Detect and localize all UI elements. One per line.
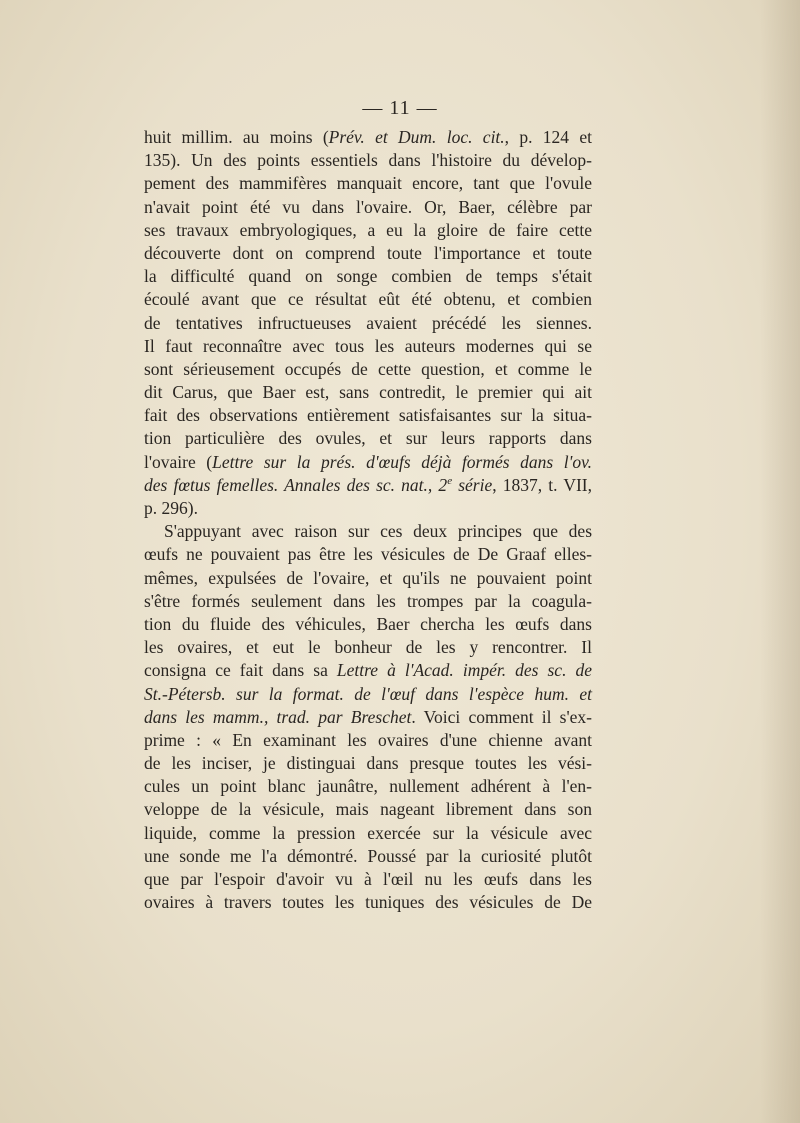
text-segment: . Voici comment il s'ex- — [411, 706, 592, 727]
text-segment: mêmes, expulsées de l'ovaire, et qu'ils ne pouvaient point — [144, 567, 592, 588]
text-segment: les ovaires, et eut le bonheur de les y rencontrer. Il — [144, 637, 592, 658]
text-segment: œufs ne pouvaient pas être les vésicules de De Graaf elles- — [144, 544, 592, 565]
text-line — [144, 451, 592, 474]
text-segment: , 1837, t. VII, — [492, 474, 593, 495]
italic-citation: série — [452, 474, 493, 495]
text-line — [144, 683, 592, 706]
text-line — [144, 752, 592, 775]
text-line — [144, 265, 592, 288]
italic-citation: dans les mamm., trad. par Breschet — [144, 706, 412, 727]
page-edge-shadow — [760, 0, 800, 1123]
text-line — [144, 404, 592, 427]
text-line — [144, 474, 592, 497]
text-line — [144, 659, 592, 682]
text-segment: de tentatives infructueuses avaient précédé les siennes. — [144, 312, 592, 333]
body-text — [144, 126, 592, 914]
text-line — [144, 335, 592, 358]
text-line — [144, 590, 592, 613]
text-line — [144, 822, 592, 845]
italic-citation: St.-Pétersb. sur la format. de l'œuf dans l'espèce hum. et — [144, 683, 592, 704]
text-segment: la difficulté quand on songe combien de temps s'était — [144, 266, 592, 287]
text-segment: prime : « En examinant les ovaires d'une chienne avant — [144, 729, 592, 750]
text-line — [144, 172, 592, 195]
text-line — [144, 126, 592, 149]
text-line — [144, 706, 592, 729]
text-segment: veloppe de la vésicule, mais nageant librement dans son — [144, 799, 592, 820]
text-segment: écoulé avant que ce résultat eût été obtenu, et combien — [144, 289, 592, 310]
text-line — [144, 427, 592, 450]
text-segment: une sonde me l'a démontré. Poussé par la curiosité plutôt — [144, 845, 592, 866]
text-segment: l'ovaire ( — [144, 451, 213, 472]
text-line — [144, 381, 592, 404]
italic-citation: Lettre sur la prés. d'œufs déjà formés dans l'ov. — [212, 451, 592, 472]
text-line — [144, 891, 592, 914]
text-segment: S'appuyant avec raison sur ces deux principes que des — [164, 521, 592, 542]
text-line — [144, 497, 592, 520]
italic-citation: Lettre à l'Acad. impér. des sc. de — [336, 660, 592, 681]
text-line — [144, 242, 592, 265]
text-line — [144, 543, 592, 566]
text-segment: 135). Un des points essentiels dans l'histoire du dévelop- — [144, 150, 592, 171]
text-line — [144, 288, 592, 311]
text-segment: ovaires à travers toutes les tuniques des vésicules de De — [144, 892, 592, 913]
text-line — [144, 636, 592, 659]
text-line — [144, 567, 592, 590]
text-segment: p. 296). — [144, 498, 198, 518]
text-line — [144, 312, 592, 335]
text-segment: Il faut reconnaître avec tous les auteurs modernes qui se — [144, 335, 592, 356]
text-segment: consigna ce fait dans sa — [144, 660, 337, 681]
text-segment: que par l'espoir d'avoir vu à l'œil nu les œufs dans les — [144, 869, 592, 889]
text-line — [144, 845, 592, 868]
text-line — [144, 196, 592, 219]
text-segment: huit millim. au moins ( — [144, 127, 329, 147]
text-line — [144, 798, 592, 821]
italic-citation: e — [447, 474, 453, 487]
italic-citation: Prév. et Dum. loc. cit. — [328, 127, 505, 147]
text-line — [144, 613, 592, 636]
text-segment: tion du fluide des véhicules, Baer chercha les œufs dans — [144, 613, 592, 634]
text-segment: n'avait point été vu dans l'ovaire. Or, Baer, célèbre par — [144, 196, 592, 217]
text-segment: sont sérieusement occupés de cette question, et comme le — [144, 358, 592, 379]
text-segment: s'être formés seulement dans les trompes par la coagula- — [144, 590, 592, 611]
text-segment: découverte dont on comprend toute l'importance et toute — [144, 242, 592, 263]
text-segment: ses travaux embryologiques, a eu la gloire de faire cette — [144, 219, 592, 240]
text-line — [144, 149, 592, 172]
text-segment: fait des observations entièrement satisfaisantes sur la situa- — [144, 405, 592, 426]
text-segment: de les inciser, je distinguai dans presque toutes les vési- — [144, 753, 592, 774]
text-line — [144, 219, 592, 242]
italic-citation: des fœtus femelles. Annales des sc. nat., 2 — [144, 474, 448, 495]
text-line — [144, 775, 592, 798]
text-segment: cules un point blanc jaunâtre, nullement adhérent à l'en- — [144, 776, 592, 797]
text-line — [144, 729, 592, 752]
page-number: — 11 — — [362, 97, 438, 119]
text-segment: pement des mammifères manquait encore, tant que l'ovule — [144, 173, 592, 194]
text-line — [144, 358, 592, 381]
text-segment: , p. 124 et — [504, 127, 592, 147]
text-segment: dit Carus, que Baer est, sans contredit, le premier qui ait — [144, 382, 592, 403]
text-segment: tion particulière des ovules, et sur leurs rapports dans — [144, 428, 592, 449]
text-line — [144, 868, 592, 891]
text-line — [144, 520, 592, 543]
text-segment: liquide, comme la pression exercée sur la vésicule avec — [144, 822, 592, 843]
